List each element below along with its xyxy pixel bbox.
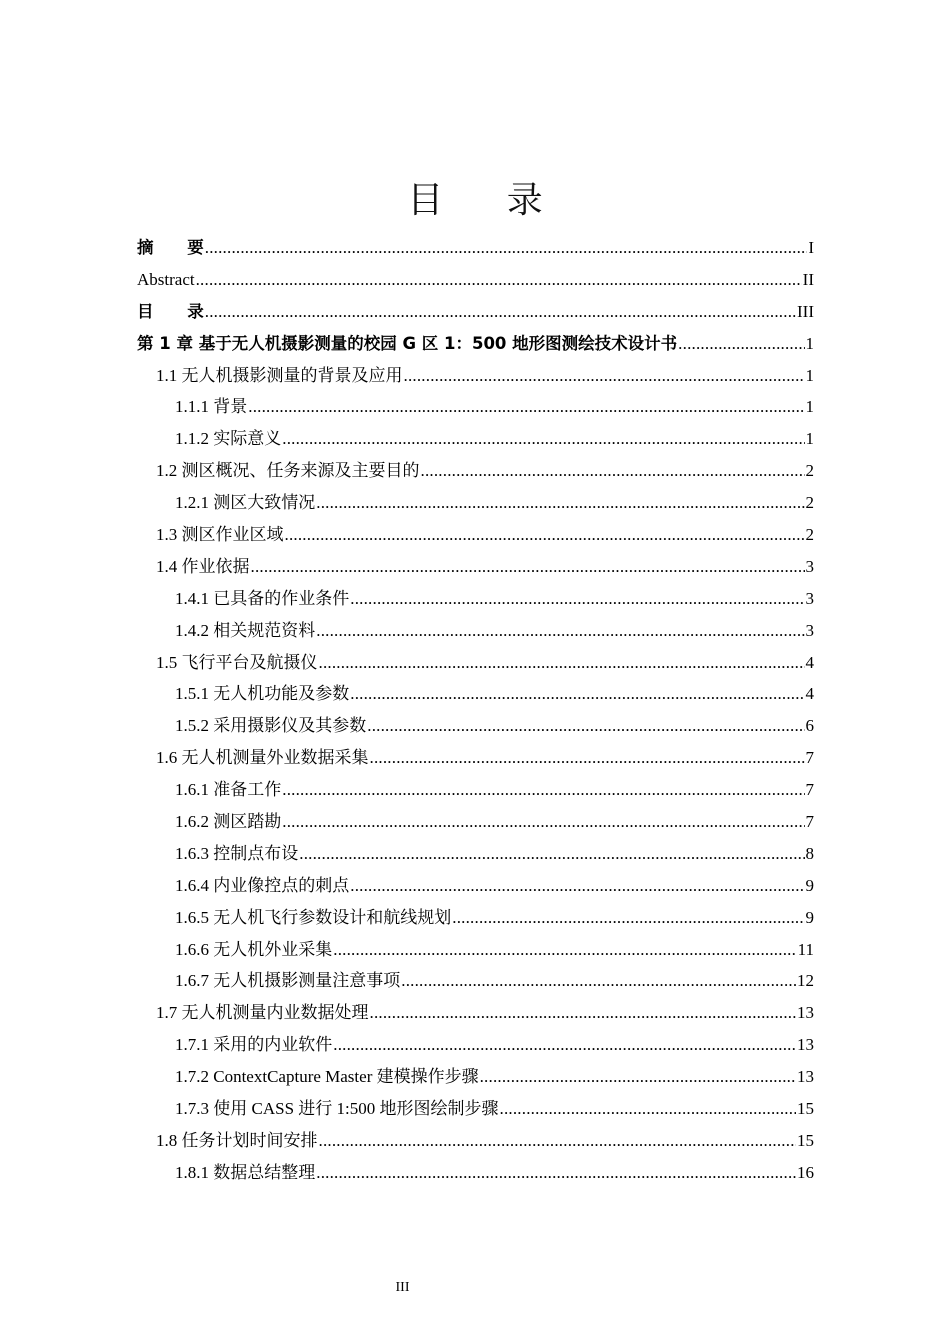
toc-dot-leader: [205, 232, 808, 264]
toc-page-number: 13: [797, 1035, 814, 1055]
toc-entry-title: 1.5.2 采用摄影仪及其参数: [175, 716, 367, 736]
toc-dot-leader: [319, 647, 805, 679]
toc-entry-title: 1.6.1 准备工作: [175, 780, 282, 800]
toc-entry-title: 1.6.4 内业像控点的刺点: [175, 875, 350, 895]
toc-dot-leader: [401, 965, 796, 997]
toc-dot-leader: [678, 328, 804, 360]
toc-dot-leader: [319, 1125, 797, 1157]
toc-page-number: 6: [805, 716, 814, 736]
toc-entry-title: 1.6.6 无人机外业采集: [175, 939, 333, 959]
toc-entry-title: 1.4.2 相关规范资料: [175, 620, 316, 640]
toc-dot-leader: [404, 360, 805, 392]
toc-page-number: 13: [797, 1067, 814, 1087]
toc-dot-leader: [316, 1157, 796, 1189]
toc-entry[interactable]: [137, 965, 814, 997]
toc-dot-leader: [452, 902, 804, 934]
toc-entry[interactable]: [137, 551, 814, 583]
toc-entry[interactable]: [137, 838, 814, 870]
toc-entry[interactable]: [137, 360, 814, 392]
toc-entry[interactable]: [137, 615, 814, 647]
toc-page-number: 7: [805, 748, 814, 768]
toc-dot-leader: [350, 583, 804, 615]
toc-page-number: 7: [805, 780, 814, 800]
toc-entry[interactable]: [137, 710, 814, 742]
toc-page-number: 3: [805, 620, 814, 640]
toc-entry[interactable]: [137, 583, 814, 615]
toc-dot-leader: [367, 710, 804, 742]
toc-entry[interactable]: [137, 774, 814, 806]
toc-entry[interactable]: [137, 391, 814, 423]
toc-page-number: 15: [797, 1130, 814, 1150]
toc-entry[interactable]: [137, 487, 814, 519]
toc-entry[interactable]: [137, 1125, 814, 1157]
toc-entry[interactable]: [137, 997, 814, 1029]
toc-entry[interactable]: [137, 455, 814, 487]
toc-entry[interactable]: [137, 264, 814, 296]
toc-entry[interactable]: [137, 519, 814, 551]
toc-entry[interactable]: [137, 806, 814, 838]
toc-page-number: 12: [797, 971, 814, 991]
toc-entry[interactable]: [137, 902, 814, 934]
toc-page-number: 3: [805, 588, 814, 608]
toc-dot-leader: [333, 1029, 796, 1061]
toc-entry[interactable]: [137, 232, 814, 264]
toc-dot-leader: [285, 519, 805, 551]
toc-page-number: 1: [805, 429, 814, 449]
toc-entry[interactable]: [137, 678, 814, 710]
toc-entry-title: 摘 要: [137, 238, 218, 257]
toc-dot-leader: [282, 774, 804, 806]
toc-entry-title: 1.5 飞行平台及航摄仪: [156, 652, 318, 672]
page-title: 目 录: [407, 180, 569, 221]
toc-entry-title: 1.1 无人机摄影测量的背景及应用: [156, 365, 403, 385]
toc-dot-leader: [333, 934, 796, 966]
toc-page-number: 2: [805, 525, 814, 545]
toc-entry[interactable]: [137, 328, 814, 360]
toc-page-number: 11: [797, 939, 814, 959]
toc-dot-leader: [370, 742, 805, 774]
toc-dot-leader: [370, 997, 797, 1029]
toc-entry[interactable]: [137, 742, 814, 774]
toc-dot-leader: [421, 455, 805, 487]
toc-dot-leader: [196, 264, 802, 296]
toc-page-number: 1: [805, 333, 814, 353]
toc-dot-leader: [316, 615, 804, 647]
toc-entry[interactable]: [137, 1093, 814, 1125]
toc-dot-leader: [251, 551, 805, 583]
toc-page-number: 1: [805, 397, 814, 417]
toc-entry[interactable]: [137, 1029, 814, 1061]
toc-entry-title: 1.3 测区作业区域: [156, 525, 284, 545]
toc-page-number: 8: [805, 843, 814, 863]
toc-dot-leader: [282, 806, 804, 838]
toc-entry-title: 1.8 任务计划时间安排: [156, 1130, 318, 1150]
toc-page-number: 7: [805, 812, 814, 832]
toc-entry-title: 1.6.5 无人机飞行参数设计和航线规划: [175, 907, 452, 927]
toc-entry-title: 1.1.2 实际意义: [175, 429, 282, 449]
toc-entry-title: 1.4.1 已具备的作业条件: [175, 588, 350, 608]
toc-entry-title: 1.1.1 背景: [175, 397, 248, 417]
toc-entry-title: 1.5.1 无人机功能及参数: [175, 684, 350, 704]
toc-page-number: 16: [797, 1162, 814, 1182]
toc-page-number: 13: [797, 1003, 814, 1023]
toc-page-number: 9: [805, 875, 814, 895]
toc-page-number: III: [797, 301, 814, 321]
toc-page-number: I: [808, 238, 814, 257]
toc-dot-leader: [316, 487, 804, 519]
page-number-footer: III: [395, 1280, 410, 1295]
toc-entry-title: 1.2.1 测区大致情况: [175, 493, 316, 513]
toc-entry[interactable]: [137, 1061, 814, 1093]
toc-entry-title: 1.6 无人机测量外业数据采集: [156, 748, 369, 768]
toc-entry-title: 1.7.3 使用 CASS 进行 1:500 地形图绘制步骤: [175, 1099, 499, 1119]
toc-page-number: 2: [805, 461, 814, 481]
toc-dot-leader: [500, 1093, 797, 1125]
toc-entry[interactable]: [137, 870, 814, 902]
toc-page-number: 9: [805, 907, 814, 927]
toc-dot-leader: [248, 391, 804, 423]
toc-page-number: 15: [797, 1099, 814, 1119]
toc-page-number: 3: [805, 556, 814, 576]
toc-entry-title: 第 1 章 基于无人机摄影测量的校园 G 区 1：500 地形图测绘技术设计书: [137, 333, 678, 353]
toc-dot-leader: [299, 838, 804, 870]
toc-dot-leader: [350, 870, 804, 902]
toc-entry-title: 目 录: [137, 301, 218, 321]
toc-dot-leader: [282, 423, 804, 455]
toc-dot-leader: [480, 1061, 796, 1093]
toc-page-number: 2: [805, 493, 814, 513]
toc-entry[interactable]: [137, 934, 814, 966]
toc-entry[interactable]: [137, 647, 814, 679]
table-of-contents: [137, 232, 814, 1189]
toc-page-number: II: [802, 269, 814, 289]
toc-entry-title: 1.7.1 采用的内业软件: [175, 1035, 333, 1055]
toc-page-number: 4: [805, 652, 814, 672]
toc-entry-title: Abstract: [137, 269, 195, 289]
toc-entry[interactable]: [137, 296, 814, 328]
toc-dot-leader: [350, 678, 804, 710]
toc-entry-title: 1.2 测区概况、任务来源及主要目的: [156, 461, 420, 481]
toc-entry-title: 1.6.7 无人机摄影测量注意事项: [175, 971, 401, 991]
toc-entry[interactable]: [137, 423, 814, 455]
toc-dot-leader: [205, 296, 796, 328]
toc-entry-title: 1.6.3 控制点布设: [175, 843, 299, 863]
toc-entry-title: 1.7.2 ContextCapture Master 建模操作步骤: [175, 1067, 479, 1087]
toc-page-number: 1: [805, 365, 814, 385]
toc-page-number: 4: [805, 684, 814, 704]
toc-entry-title: 1.4 作业依据: [156, 556, 250, 576]
toc-entry-title: 1.7 无人机测量内业数据处理: [156, 1003, 369, 1023]
toc-entry-title: 1.6.2 测区踏勘: [175, 812, 282, 832]
toc-entry[interactable]: [137, 1157, 814, 1189]
toc-entry-title: 1.8.1 数据总结整理: [175, 1162, 316, 1182]
